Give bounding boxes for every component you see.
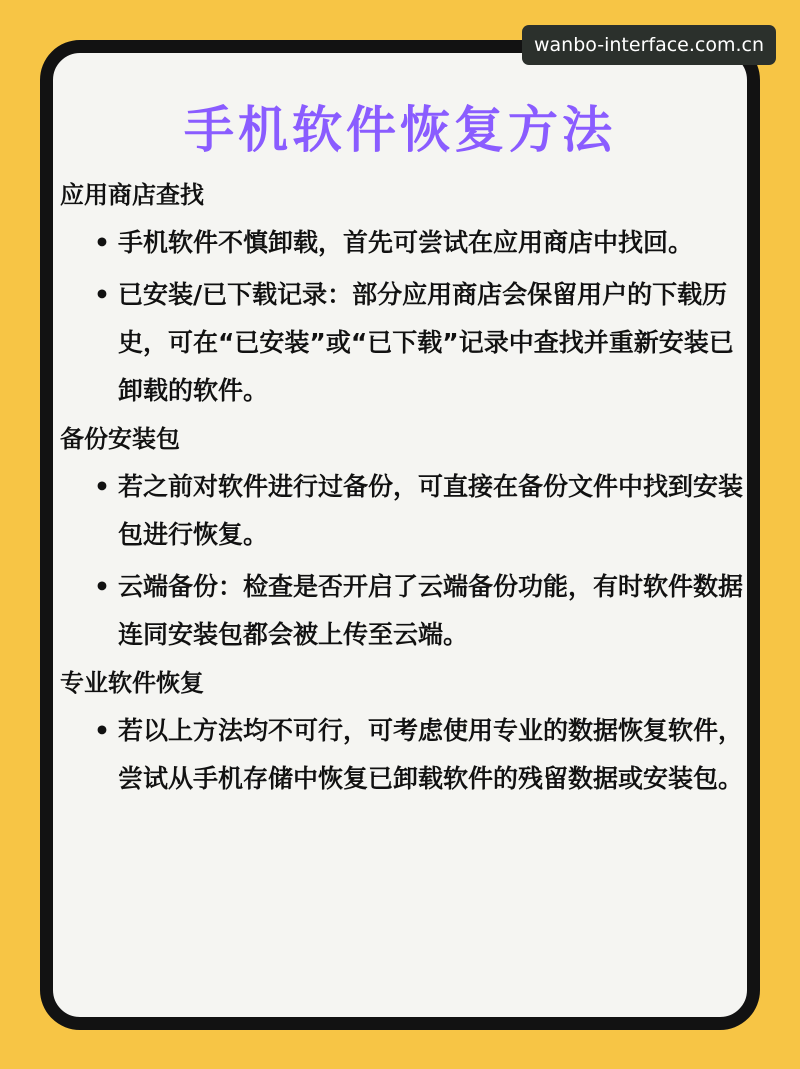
bullet-dot: • bbox=[94, 472, 110, 501]
bullet-dot: • bbox=[94, 716, 110, 745]
section-backup-package bbox=[60, 419, 750, 659]
section-heading: 专业软件恢复 bbox=[60, 669, 204, 697]
list-item-text: 已安装/已下载记录：部分应用商店会保留用户的下载历史，可在“已安装”或“已下载”记录中查找并重新安装已卸载的软件。 bbox=[118, 280, 734, 405]
bullet-list bbox=[60, 219, 750, 415]
section-heading: 应用商店查找 bbox=[60, 181, 204, 209]
section-professional-recovery bbox=[60, 663, 750, 803]
section-app-store bbox=[60, 175, 750, 415]
section-heading: 备份安装包 bbox=[60, 425, 180, 453]
list-item-text: 若之前对软件进行过备份，可直接在备份文件中找到安装包进行恢复。 bbox=[118, 472, 744, 549]
bullet-list bbox=[60, 707, 750, 803]
list-item-text: 手机软件不慎卸载，首先可尝试在应用商店中找回。 bbox=[118, 228, 694, 257]
list-item bbox=[60, 271, 750, 415]
page-title: 手机软件恢复方法 bbox=[184, 101, 616, 159]
bullet-dot: • bbox=[94, 228, 110, 257]
watermark-badge: wanbo-interface.com.cn bbox=[522, 25, 776, 65]
list-item bbox=[60, 563, 750, 659]
bullet-dot: • bbox=[94, 572, 110, 601]
list-item bbox=[60, 707, 750, 803]
list-item bbox=[60, 219, 750, 267]
list-item bbox=[60, 463, 750, 559]
list-item-text: 云端备份：检查是否开启了云端备份功能，有时软件数据连同安装包都会被上传至云端。 bbox=[118, 572, 744, 649]
bullet-dot: • bbox=[94, 280, 110, 309]
list-item-text: 若以上方法均不可行，可考虑使用专业的数据恢复软件，尝试从手机存储中恢复已卸载软件的残留数据或安装包。 bbox=[118, 716, 744, 793]
content-body bbox=[60, 175, 750, 807]
bullet-list bbox=[60, 463, 750, 659]
